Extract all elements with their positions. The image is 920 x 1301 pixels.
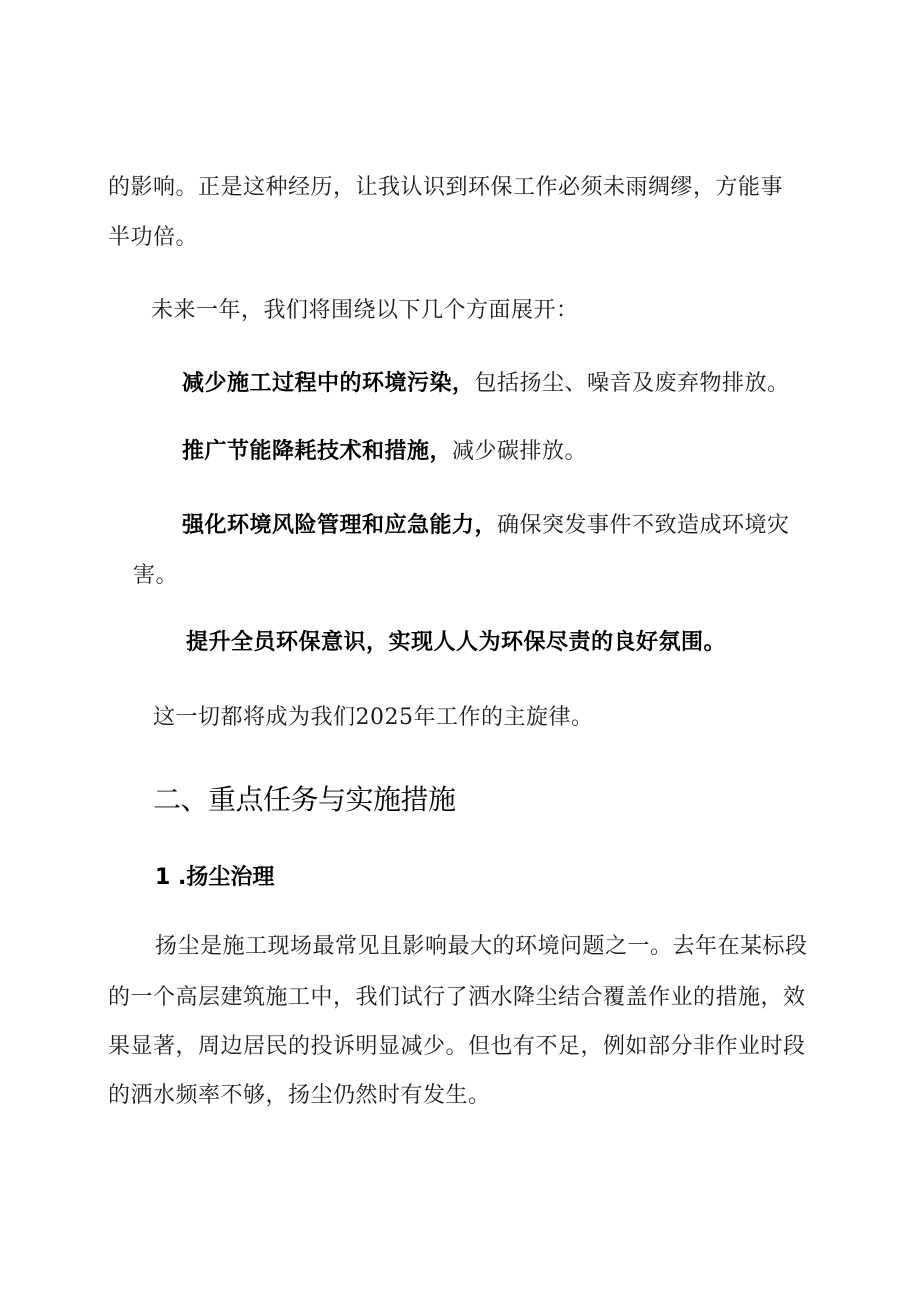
subsection-heading: 1 .扬尘治理 xyxy=(155,865,275,890)
dust-paragraph-line-3: 果显著，周边居民的投诉明显减少。但也有不足，例如部分非作业时段 xyxy=(108,1034,806,1059)
focus-item-3-continuation: 害。 xyxy=(133,563,179,588)
plan-intro-text: 未来一年，我们将围绕以下几个方面展开： xyxy=(151,298,579,323)
focus-item-2 xyxy=(182,437,587,467)
intro-paragraph-line-1: 的影响。正是这种经历，让我认识到环保工作必须未雨绸缪，方能事 xyxy=(108,175,784,200)
dust-paragraph-line-1: 扬尘是施工现场最常见且影响最大的环境问题之一。去年在某标段 xyxy=(155,934,808,959)
focus-item-3-detail: 确保突发事件不致造成环境灾 xyxy=(497,513,790,538)
focus-item-4-title: 提升全员环保意识，实现人人为环保尽责的良好氛围。 xyxy=(186,630,727,655)
focus-item-1-detail: 包括扬尘、噪音及废弃物排放。 xyxy=(474,371,790,396)
dust-paragraph-line-4: 的洒水频率不够，扬尘仍然时有发生。 xyxy=(108,1083,491,1108)
focus-item-1 xyxy=(182,369,790,399)
focus-item-4 xyxy=(186,628,726,658)
focus-item-1-title: 减少施工过程中的环境污染， xyxy=(182,371,475,396)
dust-paragraph-line-2: 的一个高层建筑施工中，我们试行了洒水降尘结合覆盖作业的措施，效 xyxy=(108,985,806,1010)
intro-paragraph-line-2: 半功倍。 xyxy=(108,225,199,250)
section-heading: 二、重点任务与实施措施 xyxy=(153,783,456,816)
focus-item-2-detail: 减少碳排放。 xyxy=(452,439,588,464)
focus-item-3-title: 强化环境风险管理和应急能力， xyxy=(182,513,498,538)
focus-item-2-title: 推广节能降耗技术和措施， xyxy=(182,439,453,464)
closing-sentence: 这一切都将成为我们2025年工作的主旋律。 xyxy=(153,705,594,730)
focus-item-3 xyxy=(182,511,790,541)
